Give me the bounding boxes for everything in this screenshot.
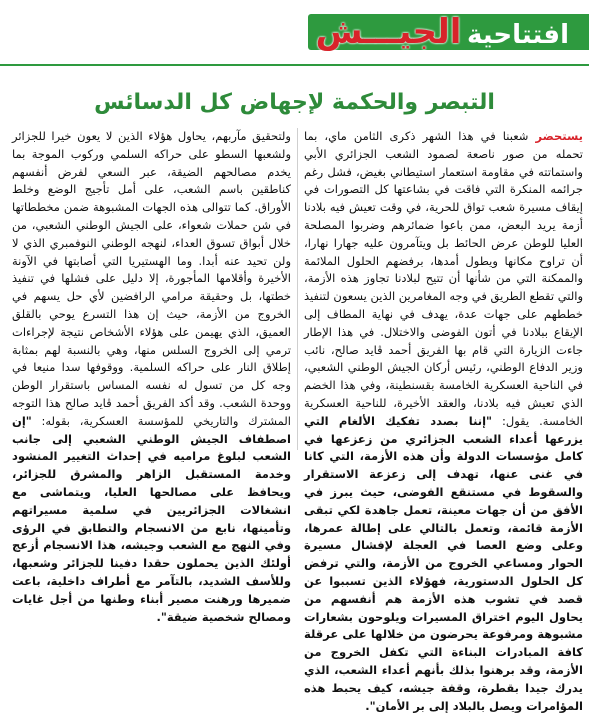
- article-headline: التبصر والحكمة لإجهاض كل الدسائس: [94, 90, 495, 115]
- header-title-word-editorial: افتتاحية: [466, 20, 569, 50]
- header-divider: [0, 64, 589, 66]
- right-column-paragraph: [304, 128, 583, 715]
- left-column-paragraph: [12, 128, 291, 626]
- article-column-right: [303, 128, 584, 713]
- right-column-quote: "إننا بصدد تفكيك الألغام التي يزرعها أعداء الشعب الجزائري من زعزعها في كامل مؤسسات الدولة وأن هذه الأزمة، التي كانا في غنى عنها، تهدف إلى زعزعة الاستقرار والسقوط في مستنقع الفوضى، حيث يبرز في الأفق من أن جهات معينة، تعمل جاهدة لكي تبقى الأزمة قائمة، وتعمل بالتالي على إطالة عمرها، وعلى وضع العصا في العجلة لإفشال مسيرة الحوار ومساعي الخروج من الأزمة، والتي ترفض كل الحلول الدستورية، فهؤلاء الذين تسببوا عن قصد في تشوب هذه الأزمة هم أنفسهم من يحاول اليوم اختراق المسيرات ويلوحون بشعارات مشبوهة ومرفوعة يحرضون من خلالها على عرقلة كافة المبادرات البناءة التي تكفل الخروج من الأزمة، وقد برهنوا بذلك بأنهم أعداء الشعب، الذي يدرك جيدا بقطرة، وقفة جيشه، كيف يحبط هذه المؤامرات ويصل بالبلاد إلى بر الأمان".: [304, 413, 583, 713]
- lead-word: يستحضر: [535, 129, 583, 143]
- right-column-body: شعبنا في هذا الشهر ذكرى الثامن ماي، بما تحمله من صور ناصعة لصمود الشعب الجزائري الأبي واستماتته في مقاومة استعمار استيطاني بغيض، فشل رغم جرائمه المنكرة التي فاقت في بشاعتها كل التصورات في إيقاف مسيرة شعب تواق للحرية، في وقت تعيش فيه بلادنا أزمة يريد البعض، ممن باعوا ضمائرهم وضربوا المصلحة العليا للوطن عرض الحائط بل ويتآمرون عليه جهارا نهارا، أن تراوح مكانها ويطول أمدها، برفضهم الحلول الملائمة والممكنة التي من شأنها أن تتيح لبلادنا تجاوز هذه الأزمة، والتي تقطع الطريق في وجه المغامرين الذين يسعون لتنفيذ خططهم على جهات عدة، يهدف في نهاية المطاف إلى الإيقاع ببلادنا في أتون الفوضى والاختلال. في هذا الإطار جاءت الزيارة التي قام بها الفريق أحمد ڤايد صالح، نائب وزير الدفاع الوطني، رئيس أركان الجيش الوطني الشعبي، في الناحية العسكرية الخامسة بقسنطينة، وفي هذا الخضم الذي تعيش فيه بلادنا، والعقد الأخيرة، للناحية العسكرية الخامسة. يقول:: [303, 129, 584, 428]
- column-divider: [297, 128, 298, 450]
- left-column-body: ولتحقيق مآربهم، يحاول هؤلاء الذين لا يعون خيرا للجزائر ولشعبها السطو على حراكه السلمي وركوب الموجة بما يخدم مصالحهم الضيقة، عبر السعي لفرض أنفسهم كناطقين باسم الشعب، على أمل تأجيج الوضع وخلط الأوراق. كما تتوالى هذه الجهات المشبوهة ضمن مخططاتها في شن حملات شعواء، على الجيش الوطني الشعبي، من خلال أبواق تسوق العداء، لنهجه الوطني النوفمبري الذي لا ولن تحيد عنه أبدا. وما الهستيريا التي أصابتها في الآونة الأخيرة وأقلامها المأجورة، إلا دليل على فشلها في تنفيذ خطتها، بل وحقيقة مرامي الرافضين لأي حل يسهم في الخروج من الأزمة، حيث إن هذا التسرع يوحي بالقلق العميق، الذي يهيمن على هؤلاء الأشخاص نتيجة لإجراءات ترمي إلى الخروج السلس منها، وهي بالنسبة لهم بمثابة إطلاق النار على حراكه السلمية. ووقوفها سدا منيعا في وجه كل من تسول له نفسه المساس باستقرار الوطن ووحدة الشعب. وقد أكد الفريق أحمد ڤايد صالح هذا التوجه المشترك والتاريخي للمؤسسة العسكرية، بقوله:: [12, 129, 291, 428]
- header-title-word-army: الجيـــش: [315, 12, 462, 52]
- left-column-quote: "إن اصطفاف الجيش الوطني الشعبي إلى جانب الشعب لبلوغ مراميه في إحداث التغيير المنشود وخدمة المستقبل الزاهر والمشرق للجزائر، ويحافظ على مصالحها العليا، ويتماشى مع انشغالات الجزائريين في سلمية مسيراتهم وتأمينها، نابع من الانسجام والتطابق في الرؤى وفي النهج مع الشعب وجيشه، هذا الانسجام أزعج أولئك الذين يحملون حقدا دفينا للجزائر وشعبها، وللأسف الشديد، بالتآمر مع أطراف داخلية، باعت ضميرها ورهنت مصير أبناء وطنها من أجل غايات ومصالح شخصية ضيقة".: [12, 413, 291, 624]
- editorial-header: [0, 0, 589, 68]
- article-column-left: [12, 128, 291, 624]
- header-title: [309, 12, 569, 52]
